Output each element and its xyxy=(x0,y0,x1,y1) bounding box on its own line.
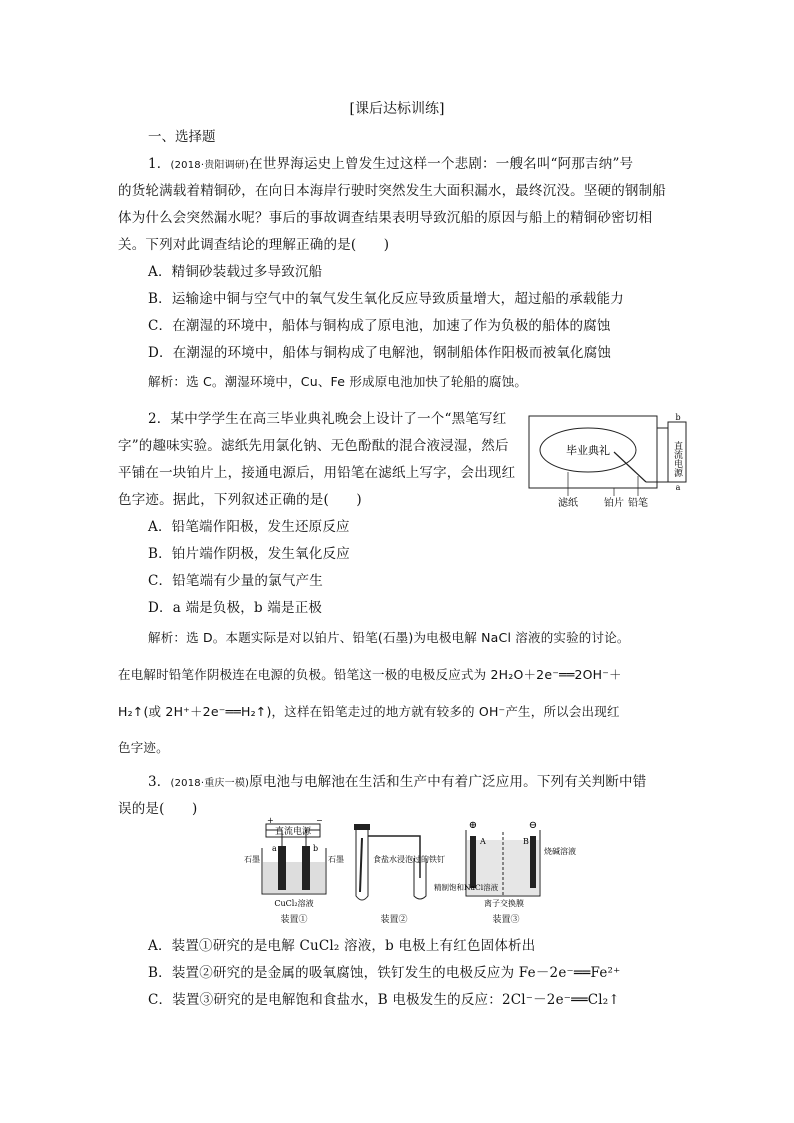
q3-text-1: 原电池与电解池在生活和生产中有着广泛应用。下列有关判断中错 xyxy=(249,774,647,790)
q2-option-d: D．a 端是负极，b 端是正极 xyxy=(148,600,323,616)
q2-line-1: 2．某中学学生在高三毕业典礼晚会上设计了一个“黑笔写红 xyxy=(148,411,507,427)
power-label: 直流电源 xyxy=(274,827,312,837)
label-a: a xyxy=(272,844,277,853)
label-device-1: 装置① xyxy=(280,915,308,925)
q2-line-3: 平铺在一块铂片上，接通电源后，用铅笔在滤纸上写字，会出现红 xyxy=(118,465,516,481)
section-title: 一、选择题 xyxy=(148,129,216,145)
label-device-2: 装置② xyxy=(380,915,408,925)
label-nacl: 精制饱和NaCl溶液 xyxy=(434,883,499,892)
label-b: b xyxy=(313,844,319,853)
q2-explanation-2: 在电解时铅笔作阴极连在电源的负极。铅笔这一极的电极反应式为 2H₂O＋2e⁻══2OH⁻＋ xyxy=(118,667,622,682)
minus-sign: − xyxy=(316,816,323,825)
ellipse-text: 毕业典礼 xyxy=(566,444,610,457)
plus-sign: + xyxy=(267,816,274,825)
electrode-b xyxy=(302,846,310,890)
q3-option-b: B．装置②研究的是金属的吸氧腐蚀，铁钉发生的电极反应为 Fe－2e⁻══Fe²⁺ xyxy=(148,965,621,981)
label-A: A xyxy=(480,837,486,846)
q3-figure-diagrams xyxy=(244,816,576,928)
device-1 xyxy=(244,816,344,925)
label-platinum: 铂片 xyxy=(604,498,624,509)
label-graphite-left: 石墨 xyxy=(244,855,260,864)
q1-source: (2018·贵阳调研) xyxy=(170,160,250,171)
q2-option-c: C．铅笔端有少量的氯气产生 xyxy=(148,573,323,589)
label-cucl2: CuCl₂溶液 xyxy=(274,899,314,908)
q2-option-a: A．铅笔端作阳极，发生还原反应 xyxy=(148,519,350,535)
device-2 xyxy=(354,824,445,925)
q1-option-c: C．在潮湿的环境中，船体与铜构成了原电池，加速了作为负极的船体的腐蚀 xyxy=(148,318,611,334)
q1-option-d: D．在潮湿的环境中，船体与铜构成了电解池，钢制船体作阳极而被氧化腐蚀 xyxy=(148,345,612,361)
q3-line-1 xyxy=(148,770,646,790)
q2-explanation-1: 解析：选 D。本题实际是对以铂片、铅笔(石墨)为电极电解 NaCl 溶液的实验的讨论。 xyxy=(148,630,630,645)
q1-option-b: B．运输途中铜与空气中的氧气发生氧化反应导致质量增大，超过船的承载能力 xyxy=(148,291,624,307)
q1-option-a: A．精铜砂装载过多导致沉船 xyxy=(148,264,323,280)
q1-text-1: 在世界海运史上曾发生过这样一个悲剧：一艘名叫“阿那吉纳”号 xyxy=(249,156,634,172)
page-heading: [课后达标训练] xyxy=(349,101,445,117)
q1-number: 1． xyxy=(148,156,171,172)
minus-icon: ⊖ xyxy=(528,820,538,831)
terminal-a-label: a xyxy=(675,483,681,492)
q2-explanation-3: H₂↑(或 2H⁺＋2e⁻══H₂↑)，这样在铅笔走过的地方就有较多的 OH⁻产生，所以会出现红 xyxy=(118,704,620,719)
power-source-label: 直流电源 xyxy=(672,441,682,477)
q1-line-4: 关。下列对此调查结论的理解正确的是( ) xyxy=(118,237,390,253)
q3-option-c: C．装置③研究的是电解饱和食盐水，B 电极发生的反应：2Cl⁻－2e⁻══Cl₂↑ xyxy=(148,992,620,1008)
device-3 xyxy=(434,820,576,925)
label-pencil: 铅笔 xyxy=(628,498,648,509)
plus-icon: ⊕ xyxy=(468,820,478,831)
iron-nail-icon xyxy=(360,838,362,892)
q2-line-4: 色字迹。据此，下列叙述正确的是( ) xyxy=(118,492,362,508)
label-device-3: 装置③ xyxy=(492,915,520,925)
terminal-b-label: b xyxy=(675,413,681,422)
electrode-B xyxy=(530,836,536,888)
label-brine-nail: 食盐水浸泡过的铁钉 xyxy=(373,855,445,864)
label-filter-paper: 滤纸 xyxy=(558,498,578,509)
q3-number: 3． xyxy=(148,774,171,790)
electrode-a xyxy=(278,846,286,890)
label-membrane: 离子交换膜 xyxy=(484,899,524,908)
q2-line-2: 字”的趣味实验。滤纸先用氯化钠、无色酚酞的混合液浸湿，然后 xyxy=(118,438,509,454)
q1-line-3: 体为什么会突然漏水呢？事后的事故调查结果表明导致沉船的原因与船上的精铜砂密切相 xyxy=(118,210,653,226)
q3-line-2: 误的是( ) xyxy=(118,801,198,817)
q2-option-b: B．铂片端作阴极，发生氧化反应 xyxy=(148,546,350,562)
q2-explanation-4: 色字迹。 xyxy=(118,740,169,755)
label-naoh: 烧碱溶液 xyxy=(544,847,576,856)
q1-explanation: 解析：选 C。潮湿环境中，Cu、Fe 形成原电池加快了轮船的腐蚀。 xyxy=(148,374,528,389)
q1-line-1 xyxy=(148,152,633,172)
q3-option-a: A．装置①研究的是电解 CuCl₂ 溶液，b 电极上有红色固体析出 xyxy=(148,938,536,954)
q2-figure-diagram xyxy=(528,414,688,510)
label-graphite-right: 石墨 xyxy=(328,855,344,864)
electrode-A xyxy=(470,836,476,888)
label-B: B xyxy=(523,837,529,846)
q1-line-2: 的货轮满载着精铜砂，在向日本海岸行驶时突然发生大面积漏水，最终沉没。坚硬的钢制船 xyxy=(118,183,666,199)
q3-source: (2018·重庆一模) xyxy=(170,778,250,789)
